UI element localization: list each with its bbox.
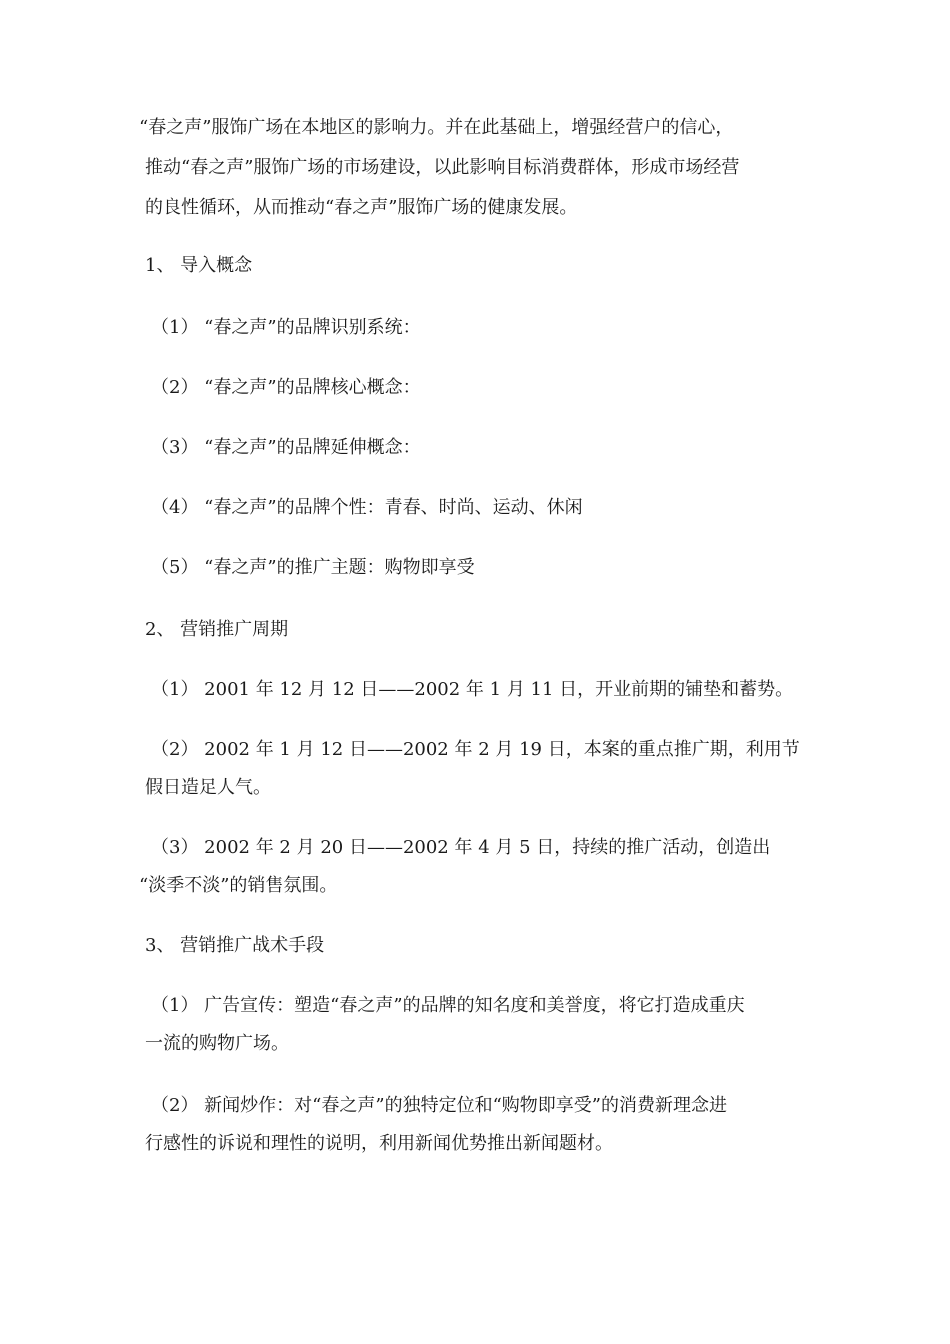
intro-line: 推动“春之声”服饰广场的市场建设，以此影响目标消费群体，形成市场经营 bbox=[145, 157, 740, 178]
section-3-item-continuation: 行感性的诉说和理性的说明，利用新闻优势推出新闻题材。 bbox=[145, 1133, 613, 1154]
section-3-item: （2） 新闻炒作：对“春之声”的独特定位和“购物即享受”的消费新理念进 bbox=[151, 1095, 727, 1116]
section-1-item: （1） “春之声”的品牌识别系统： bbox=[151, 317, 421, 338]
section-1-item: （3） “春之声”的品牌延伸概念： bbox=[151, 437, 421, 458]
section-3-item: （1） 广告宣传：塑造“春之声”的品牌的知名度和美誉度，将它打造成重庆 bbox=[151, 995, 745, 1016]
section-2-item-continuation: 假日造足人气。 bbox=[145, 777, 271, 798]
section-2-item: （2） 2002 年 1 月 12 日——2002 年 2 月 19 日，本案的重点推广期，利用节 bbox=[151, 739, 800, 760]
intro-line: 的良性循环，从而推动“春之声”服饰广场的健康发展。 bbox=[145, 197, 578, 218]
section-1-item: （2） “春之声”的品牌核心概念： bbox=[151, 377, 421, 398]
section-2-item: （3） 2002 年 2 月 20 日——2002 年 4 月 5 日，持续的推广活动，创造出 bbox=[151, 837, 771, 858]
intro-line: “春之声”服饰广场在本地区的影响力。并在此基础上，增强经营户的信心， bbox=[139, 117, 734, 138]
section-2-item-continuation: “淡季不淡”的销售氛围。 bbox=[139, 875, 338, 896]
section-2-item: （1） 2001 年 12 月 12 日——2002 年 1 月 11 日，开业前期的铺垫和蓄势。 bbox=[151, 679, 794, 700]
section-1-item: （5） “春之声”的推广主题：购物即享受 bbox=[151, 557, 475, 578]
section-3-item-continuation: 一流的购物广场。 bbox=[145, 1033, 289, 1054]
section-3-heading: 3、 营销推广战术手段 bbox=[145, 935, 325, 956]
section-1-heading: 1、 导入概念 bbox=[145, 255, 253, 276]
section-1-item: （4） “春之声”的品牌个性：青春、时尚、运动、休闲 bbox=[151, 497, 583, 518]
section-2-heading: 2、 营销推广周期 bbox=[145, 619, 289, 640]
